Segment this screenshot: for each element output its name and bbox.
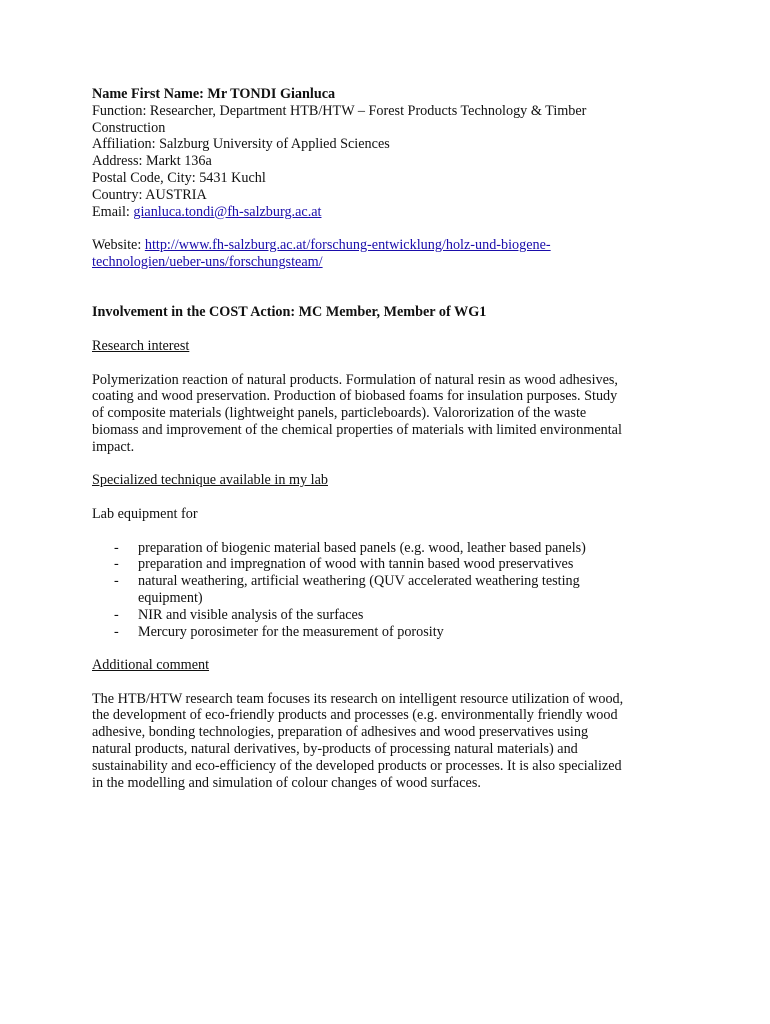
spacer <box>92 674 692 691</box>
research-interest-heading: Research interest <box>92 337 190 354</box>
affiliation-line: Affiliation: Salzburg University of Applied Sciences <box>92 136 390 153</box>
spacer <box>92 523 692 540</box>
list-dash: - <box>114 573 119 590</box>
comment-line: The HTB/HTW research team focuses its research on intelligent resource utilization of wood, <box>92 690 624 707</box>
website-link-part-1[interactable]: http://www.fh-salzburg.ac.at/forschung-entwicklung/holz-und-biogene- <box>144 237 551 254</box>
list-item <box>92 624 692 641</box>
equipment-list <box>92 540 692 641</box>
research-line: coating and wood preservation. Production of biobased foams for insulation purposes. Study <box>92 388 618 405</box>
list-dash: - <box>114 623 119 640</box>
website-link-part-2[interactable]: technologien/ueber-uns/forschungsteam/ <box>92 253 323 270</box>
additional-comment-heading: Additional comment <box>92 657 210 674</box>
document-page <box>92 86 692 791</box>
website-label: Website: <box>92 237 145 254</box>
research-line: biomass and improvement of the chemical properties of materials with limited environmental <box>92 421 622 438</box>
postal-line: Postal Code, City: 5431 Kuchl <box>92 169 266 186</box>
list-item <box>92 573 692 607</box>
list-item-text-continued: equipment) <box>138 589 203 606</box>
technique-heading: Specialized technique available in my lab <box>92 472 328 489</box>
involvement-heading: Involvement in the COST Action: MC Member, Member of WG1 <box>92 304 487 321</box>
list-item-text: preparation and impregnation of wood with tannin based wood preservatives <box>138 556 574 573</box>
list-item-text: NIR and visible analysis of the surfaces <box>138 606 364 623</box>
spacer <box>92 321 692 338</box>
lab-equipment-intro: Lab equipment for <box>92 505 198 522</box>
spacer <box>92 355 692 372</box>
spacer <box>92 640 692 657</box>
email-label: Email: <box>92 203 134 220</box>
list-item <box>92 540 692 557</box>
comment-line: in the modelling and simulation of colour changes of wood surfaces. <box>92 774 481 791</box>
comment-line: adhesive, bonding technologies, preparation of adhesives and wood preservatives using <box>92 724 589 741</box>
research-line: Polymerization reaction of natural products. Formulation of natural resin as wood adhesives, <box>92 371 618 388</box>
list-item <box>92 607 692 624</box>
comment-line: the development of eco-friendly products and processes (e.g. environmentally friendly wood <box>92 707 618 724</box>
function-line-2: Construction <box>92 119 166 136</box>
research-line: of composite materials (lightweight panels, particleboards). Valororization of the waste <box>92 405 587 422</box>
spacer <box>92 489 692 506</box>
spacer <box>92 271 692 305</box>
research-line: impact. <box>92 438 135 455</box>
comment-line: natural products, natural derivatives, by-products of processing natural materials) and <box>92 741 578 758</box>
list-dash: - <box>114 539 119 556</box>
comment-paragraph <box>92 691 692 792</box>
list-item-text: preparation of biogenic material based panels (e.g. wood, leather based panels) <box>138 539 586 556</box>
list-dash: - <box>114 606 119 623</box>
address-line: Address: Markt 136a <box>92 153 212 170</box>
list-item <box>92 556 692 573</box>
list-dash: - <box>114 556 119 573</box>
research-paragraph <box>92 372 692 456</box>
country-line: Country: AUSTRIA <box>92 186 207 203</box>
spacer <box>92 220 692 237</box>
list-item-text: Mercury porosimeter for the measurement of porosity <box>138 623 444 640</box>
comment-line: sustainability and eco-efficiency of the developed products or processes. It is also specialized <box>92 757 622 774</box>
website-line-1 <box>92 237 692 254</box>
name-line: Name First Name: Mr TONDI Gianluca <box>92 86 336 102</box>
list-item-text: natural weathering, artificial weathering (QUV accelerated weathering testing <box>138 573 580 590</box>
email-link[interactable]: gianluca.tondi@fh-salzburg.ac.at <box>133 203 322 220</box>
function-line-1: Function: Researcher, Department HTB/HTW – Forest Products Technology & Timber <box>92 102 587 119</box>
email-line <box>92 204 692 221</box>
spacer <box>92 456 692 473</box>
website-line-2 <box>92 254 692 271</box>
